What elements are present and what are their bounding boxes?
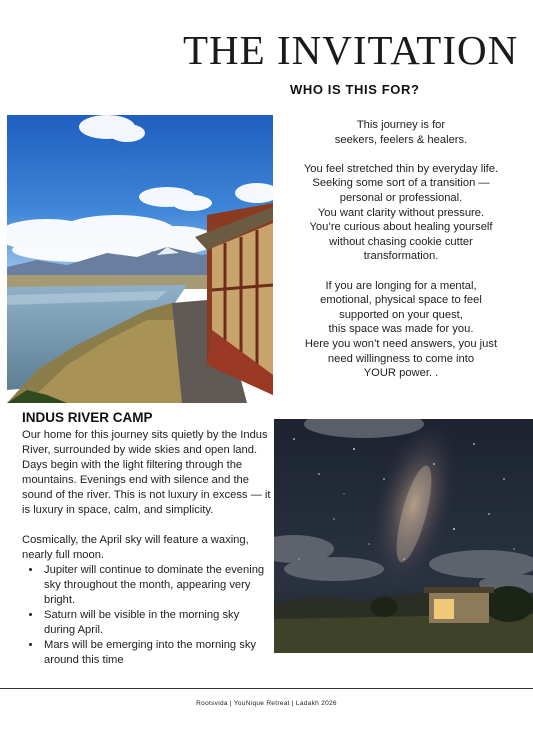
intro-line: You want clarity without pressure. <box>317 206 485 219</box>
intro-line: You feel stretched thin by everyday life. <box>303 162 499 175</box>
intro-line: Here you won’t need answers, you just <box>304 337 498 350</box>
cosmic-list <box>22 563 272 668</box>
intro-line: transformation. <box>363 250 439 263</box>
camp-description <box>22 428 272 668</box>
intro-text <box>276 118 526 381</box>
page-title: THE INVITATION <box>183 27 519 73</box>
list-item: • Saturn will be visible in the morning sky during April. <box>42 608 272 638</box>
footer-divider <box>0 688 533 689</box>
intro-line: This journey is for <box>356 119 446 131</box>
footer-text: Rootsvida | YouNique Retreat | Ladakh 2026 <box>196 700 337 707</box>
cosmic-intro: Cosmically, the April sky will feature a waxing, nearly full moon. <box>22 534 249 561</box>
river-landscape-photo <box>7 115 273 403</box>
intro-line: need willingness to come into <box>327 352 475 365</box>
milky-way-photo <box>274 419 533 653</box>
intro-line: personal or professional. <box>339 191 463 204</box>
list-item: • Jupiter will continue to dominate the evening sky throughout the month, appearing very bright. <box>42 563 272 608</box>
intro-line: supported on your quest, <box>339 308 463 321</box>
section-subtitle: WHO IS THIS FOR? <box>290 82 420 97</box>
camp-paragraph: Our home for this journey sits quietly by the Indus River, surrounded by wide skies and open land. Days begin with the light filtering through the mountains. Evenings end with silence and the sound of the river. This is not luxury in excess — it is luxury in space, calm, and simplicity. <box>22 429 271 516</box>
intro-line: You’re curious about healing yourself <box>309 221 493 234</box>
intro-line: without chasing cookie cutter <box>329 235 473 248</box>
intro-line: Seeking some sort of a transition — <box>312 177 490 190</box>
camp-heading: INDUS RIVER CAMP <box>22 410 153 425</box>
intro-line: If you are longing for a mental, <box>325 279 477 292</box>
list-item: • Mars will be emerging into the morning sky around this time <box>42 638 272 668</box>
intro-line: seekers, feelers & healers. <box>334 133 468 146</box>
intro-line: YOUR power. . <box>363 367 439 380</box>
intro-line: emotional, physical space to feel <box>320 294 482 307</box>
intro-line: this space was made for you. <box>328 323 474 336</box>
